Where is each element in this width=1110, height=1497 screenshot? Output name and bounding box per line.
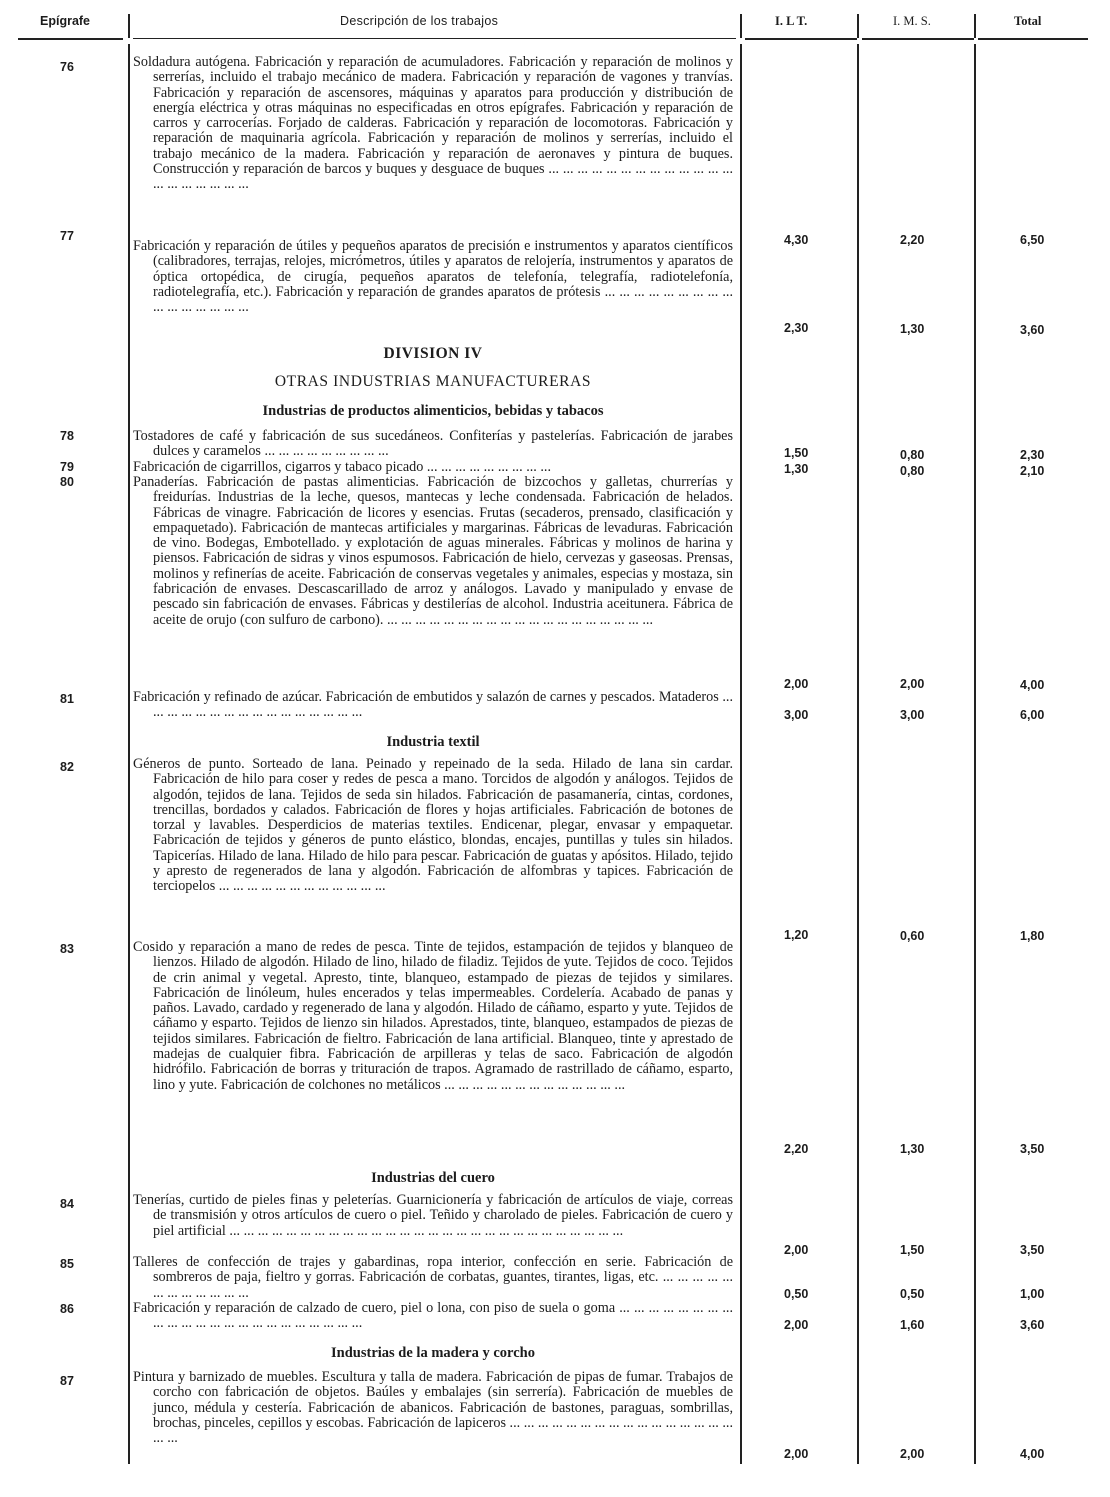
row-epigrafe: 82 — [60, 760, 74, 774]
row-ims: 0,80 — [900, 464, 925, 478]
row-description: Fabricación de cigarrillos, cigarros y tabaco picado ... ... ... ... ... ... ... ... ... — [133, 459, 552, 475]
column-divider — [740, 14, 742, 38]
row-epigrafe: 79 — [60, 460, 74, 474]
header-total: Total — [1014, 14, 1042, 28]
header-descripcion: Descripción de los trabajos — [340, 14, 499, 28]
row-ims: 2,00 — [900, 677, 925, 691]
row-total: 6,50 — [1020, 233, 1045, 247]
row-ims: 0,60 — [900, 929, 925, 943]
header-rule — [18, 38, 123, 40]
column-divider — [974, 44, 976, 1464]
row-description: Fabricación y refinado de azúcar. Fabricación de embutidos y salazón de carnes y pescados. Mataderos ... ... ... ... ... ... ... ... ... ... ... ... ... ... ... ... — [133, 689, 733, 721]
row-ims: 0,50 — [900, 1287, 925, 1301]
row-total: 4,00 — [1020, 1447, 1045, 1461]
row-total: 6,00 — [1020, 708, 1045, 722]
row-ims: 1,30 — [900, 1142, 925, 1156]
row-total: 2,10 — [1020, 464, 1045, 478]
row-ims: 2,20 — [900, 233, 925, 247]
row-ilt: 2,00 — [784, 677, 809, 691]
header-rule — [862, 38, 974, 40]
section-heading: Industrias de la madera y corcho — [331, 1345, 535, 1361]
row-description: Talleres de confección de trajes y gabardinas, ropa interior, confección en serie. Fabricación de sombreros de paja, fieltro y gorras. Fabricación de corbatas, guantes, tirantes, ligas, etc. ... ... ... ... ... ... ... ... ... ... ... ... — [133, 1254, 733, 1301]
division-subtitle: OTRAS INDUSTRIAS MANUFACTURERAS — [274, 373, 592, 390]
row-epigrafe: 87 — [60, 1374, 74, 1388]
column-divider — [974, 14, 976, 38]
row-ims: 3,00 — [900, 708, 925, 722]
row-ilt: 0,50 — [784, 1287, 809, 1301]
row-epigrafe: 85 — [60, 1257, 74, 1271]
row-epigrafe: 83 — [60, 942, 74, 956]
header-ilt: I. L T. — [775, 14, 808, 28]
row-ims: 2,00 — [900, 1447, 925, 1461]
row-ilt: 3,00 — [784, 708, 809, 722]
section-heading: Industria textil — [386, 734, 480, 750]
row-total: 3,60 — [1020, 323, 1045, 337]
row-description: Pintura y barnizado de muebles. Escultura y talla de madera. Fabricación de pipas de fumar. Trabajos de corcho con fabricación de objetos. Baúles y embalajes (sin serrería). Fabricación de muebles de junco, médula y cestería. Fabricación de abanicos. Fabricación de bastones, paraguas, sombrillas, brochas, pinceles, cepillos y escobas. Fabricación de lapiceros ... ... ... ... ... ... ... ... ... ... ... ... ... ... ... ... ... ... — [133, 1369, 733, 1447]
section-heading: Industrias del cuero — [371, 1170, 495, 1186]
row-ilt: 2,00 — [784, 1447, 809, 1461]
row-epigrafe: 80 — [60, 475, 74, 489]
header-rule — [745, 38, 857, 40]
row-description: Soldadura autógena. Fabricación y reparación de acumuladores. Fabricación y reparación de molinos y serrerías, incluido el trabajo mecánico de madera. Fabricación y reparación de vagones y tranvías. Fabricación y reparación de ascensores, máquinas y aparatos para producción y distribución de energía eléctrica y otras máquinas no especificadas en otros epígrafes. Fabricación y reparación de carros y carrocerías. Forjado de calderas. Fabricación y reparación de locomotoras. Fabricación y reparación de maquinaria agrícola. Fabricación y reparación de molinos y serrerías, incluido el trabajo mecánico de la madera. Fabricación y reparación de aeronaves y pintura de buques. Construcción y reparación de barcos y buques y desguace de buques ... ... ... ... ... ... ... ... ... ... ... ... ... ... ... ... ... ... ... ... — [133, 54, 733, 193]
row-total: 1,00 — [1020, 1287, 1045, 1301]
row-epigrafe: 78 — [60, 429, 74, 443]
row-ilt: 2,00 — [784, 1243, 809, 1257]
header-epigrafe: Epígrafe — [40, 14, 91, 28]
header-ims: I. M. S. — [893, 14, 931, 28]
column-divider — [128, 14, 130, 38]
row-description: Cosido y reparación a mano de redes de pesca. Tinte de tejidos, estampación de tejidos y blanqueo de lienzos. Hilado de algodón. Hilado de lino, hilado de filadiz. Tejidos de yute. Tejidos de coco. Tejidos de crin animal y vegetal. Apresto, tinte, blanqueo, estampado de piezas de tejidos y similares. Fabricación de linóleum, hules encerados y telas impermeables. Cordelería. Acabado de panas y paños. Lavado, cardado y regenerado de lana y algodón. Hilado de cáñamo, esparto y yute. Tejidos de cáñamo y esparto. Tejidos de lienzo sin hilados. Aprestados, tinte, blanqueo, estampados de piezas de tejidos similares. Fabricación de fieltro. Fabricación de lana artificial. Blanqueo, tinte y aprestado de madejas de cualquier fibra. Fabricación de arpilleras y telas de saco. Fabricación de algodón hidrófilo. Fabricación de borras y trituración de trapos. Agramado de rastrillado de cáñamo, esparto, lino y yute. Fabricación de colchones no metálicos ... ... ... ... ... ... ... ... ... ... ... ... ... — [133, 939, 733, 1093]
row-ilt: 1,50 — [784, 446, 809, 460]
row-total: 3,50 — [1020, 1142, 1045, 1156]
row-ilt: 2,20 — [784, 1142, 809, 1156]
row-total: 2,30 — [1020, 448, 1045, 462]
row-total: 1,80 — [1020, 929, 1045, 943]
column-divider — [857, 14, 859, 38]
row-description: Panaderías. Fabricación de pastas alimenticias. Fabricación de bizcochos y galletas, churrerías y freidurías. Industrias de la leche, quesos, mantecas y leche condensada. Fabricación de helados. Fábricas de vinagre. Fabricación de licores y esencias. Frutas (secaderos, prensado, clasificación y empaquetado). Fabricación de mantecas artificiales y margarinas. Fábricas de levaduras. Fabricación de vino. Bodegas, Embotellado. y explotación de aguas minerales. Fábricas y molinos de harina y piensos. Fabricación de sidras y vinos espumosos. Fabricación de hielo, cervezas y gaseosas. Prensas, molinos y refinerías de aceite. Fabricación de conservas vegetales y animales, especias y mostaza, sin fabricación de envases. Descascarillado de arroz y análogos. Lavado y manipulado y envase de pescado sin fabricación de envases. Fábricas y destilerías de alcohol. Industria aceitunera. Fábrica de aceite de orujo (con sulfuro de carbono). ... ... ... ... ... ... ... ... ... ... ... ... ... ... ... ... ... ... ... — [133, 474, 733, 628]
column-divider — [857, 44, 859, 1464]
row-ims: 1,60 — [900, 1318, 925, 1332]
row-total: 3,60 — [1020, 1318, 1045, 1332]
row-ims: 1,30 — [900, 322, 925, 336]
section-heading: Industrias de productos alimenticios, bebidas y tabacos — [262, 403, 604, 419]
row-epigrafe: 81 — [60, 692, 74, 706]
row-epigrafe: 77 — [60, 229, 74, 243]
row-ilt: 2,30 — [784, 321, 809, 335]
division-title: DIVISION IV — [383, 345, 483, 362]
row-description: Tostadores de café y fabricación de sus sucedáneos. Confiterías y pastelerías. Fabricación de jarabes dulces y caramelos ... ... ... ... ... ... ... ... ... — [133, 428, 733, 460]
row-description: Fabricación y reparación de calzado de cuero, piel o lona, con piso de suela o goma ... ... ... ... ... ... ... ... ... ... ... ... ... ... ... ... ... ... ... ... ... ... ... — [133, 1300, 733, 1332]
row-epigrafe: 76 — [60, 60, 74, 74]
row-ims: 1,50 — [900, 1243, 925, 1257]
row-epigrafe: 86 — [60, 1302, 74, 1316]
row-description: Fabricación y reparación de útiles y pequeños aparatos de precisión e instrumentos y aparatos científicos (calibradores, terrajas, relojes, micrómetros, útiles y aparatos de relojería, instrumentos y aparatos de óptica ortopédica, de cirugía, pequeños aparatos de telefonía, telegrafía, radiotelefonía, radiotelegrafía, etc.). Fabricación y reparación de grandes aparatos de prótesis ... ... ... ... ... ... ... ... ... ... ... ... ... ... ... ... — [133, 238, 733, 316]
row-description: Géneros de punto. Sorteado de lana. Peinado y repeinado de la seda. Hilado de lana sin cardar. Fabricación de hilo para coser y redes de pesca a mano. Torcidos de algodón y análogos. Tejidos de algodón, tejidos de lana. Tejidos de seda sin hilados. Fabricación de pasamanería, cintas, cordones, trencillas, bordados y calados. Fabricación de flores y hojas artificiales. Fabricación de botones de torzal y lavables. Desperdicios de materias textiles. Endicenar, plegar, envasar y empaquetar. Fabricación de tejidos y géneros de punto elástico, blondas, encajes, puntillas y tules sin hilados. Tapicerías. Hilado de lana. Hilado de hilo para pescar. Fabricación de guatas y apósitos. Hilado, tejido y apresto de regenerados de lana y algodón. Fabricación de alfombras y tapices. Fabricación de terciopelos ... ... ... ... ... ... ... ... ... ... ... ... — [133, 756, 733, 895]
column-divider — [740, 44, 742, 1464]
row-epigrafe: 84 — [60, 1197, 74, 1211]
row-ilt: 4,30 — [784, 233, 809, 247]
row-ilt: 2,00 — [784, 1318, 809, 1332]
row-total: 3,50 — [1020, 1243, 1045, 1257]
row-ims: 0,80 — [900, 448, 925, 462]
column-divider — [128, 44, 130, 1464]
row-description: Tenerías, curtido de pieles finas y peleterías. Guarnicionería y fabricación de artículos de viaje, correas de transmisión y otros artículos de cuero o piel. Teñido y charolado de pieles. Fabricación de cuero y piel artificial ... ... ... ... ... ... ... ... ... ... ... ... ... ... ... ... ... ... ... ... ... ... ... ... ... ... ... ... — [133, 1192, 733, 1239]
header-rule — [133, 38, 736, 39]
row-ilt: 1,20 — [784, 928, 809, 942]
row-ilt: 1,30 — [784, 462, 809, 476]
header-rule — [978, 38, 1088, 40]
row-total: 4,00 — [1020, 678, 1045, 692]
